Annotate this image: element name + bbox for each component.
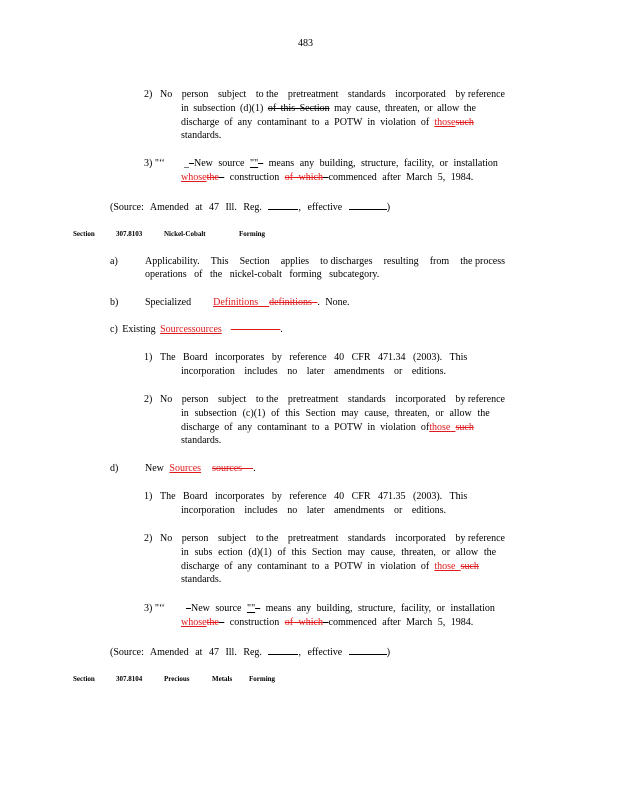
section-number: 307.8104 (116, 675, 143, 683)
list-number: 1) (144, 491, 153, 502)
paragraph-line: No person subject to the pretreatment standards incorporated by reference (160, 533, 505, 544)
section-title: Nickel-Cobalt (164, 230, 206, 238)
paragraph-line: The Board incorporates by reference 40 CFR 471.34 (2003). This (160, 352, 468, 363)
section-title: Forming (239, 230, 266, 238)
blank-field (349, 199, 387, 210)
deleted-text: such (455, 422, 474, 433)
section-title: Forming (249, 675, 276, 683)
deleted-text: sources (212, 463, 243, 474)
paragraph-line: New Sources sources . (145, 463, 256, 474)
inserted-text: those (434, 561, 456, 572)
deleted-text: – (189, 158, 194, 169)
paragraph-line: standards. (181, 435, 222, 446)
blank-field (349, 644, 387, 655)
inserted-text: Sourcessources (160, 324, 222, 335)
paragraph-line: c) Existing Sourcessources . (110, 324, 283, 335)
paragraph-line: discharge of any contaminant to a POTW in violation ofthose such (181, 422, 474, 433)
list-label: b) (110, 297, 119, 308)
paragraph-line: in subs ection (d)(1) of this Section may cause, threaten, or allow the (181, 547, 497, 558)
list-number: 2) (144, 89, 153, 100)
list-number: 3) "‘‘ (144, 603, 165, 614)
section-word: Section (73, 230, 95, 238)
blank-field (268, 644, 298, 655)
deleted-text: definitions (269, 297, 312, 308)
paragraph-line: Specialized Definitions definitions . None. (145, 297, 350, 308)
list-label: d) (110, 463, 119, 474)
deleted-text: of which (284, 617, 323, 628)
list-number: 2) (144, 394, 153, 405)
paragraph-line: whosethe construction of which commenced after March 5, 1984. (181, 172, 474, 183)
inserted-text: Definitions (213, 297, 259, 308)
inserted-text: those (429, 422, 451, 433)
source-note: (Source: Amended at 47 Ill. Reg. , effective ) (110, 199, 390, 215)
deleted-text: the (206, 617, 219, 628)
section-title: Metals (212, 675, 233, 683)
paragraph-line: in subsection (c)(1) of this Section may cause, threaten, or allow the (181, 408, 490, 419)
list-number: 3) "‘‘ (144, 158, 165, 169)
section-number: 307.8103 (116, 230, 143, 238)
paragraph-line: in subsection (d)(1) of this Section may cause, threaten, or allow the (181, 103, 476, 114)
paragraph-line: discharge of any contaminant to a POTW in violation of those such (181, 561, 479, 572)
paragraph-line: No person subject to the pretreatment standards incorporated by reference (160, 394, 505, 405)
list-number: 2) (144, 533, 153, 544)
section-word: Section (73, 675, 95, 683)
list-label: a) (110, 256, 118, 267)
paragraph-line: No person subject to the pretreatment standards incorporated by reference (160, 89, 505, 100)
deleted-text: such (455, 117, 474, 128)
deleted-text: such (460, 561, 479, 572)
paragraph-line: incorporation includes no later amendments or editions. (181, 366, 446, 377)
inserted-text: whose (181, 617, 207, 628)
paragraph-line: operations of the nickel-cobalt forming subcategory. (145, 269, 380, 280)
deleted-text: of this Section (267, 103, 330, 114)
blank-field (268, 199, 298, 210)
paragraph-line: –New source ""– means any building, structure, facility, or installation (186, 603, 495, 614)
paragraph-line: discharge of any contaminant to a POTW in violation of thosesuch (181, 117, 474, 128)
page-number: 483 (298, 38, 313, 49)
paragraph-line: whosethe construction of which commenced after March 5, 1984. (181, 617, 474, 628)
paragraph-line: standards. (181, 574, 222, 585)
section-title: Precious (164, 675, 190, 683)
list-number: 1) (144, 352, 153, 363)
deleted-text: the (206, 172, 219, 183)
paragraph-line: _–New source ""– means any building, structure, facility, or installation (184, 158, 498, 169)
inserted-text: Sources (169, 463, 202, 474)
paragraph-line: Applicability. This Section applies to discharges resulting from the process (145, 256, 505, 267)
paragraph-line: incorporation includes no later amendments or editions. (181, 505, 446, 516)
paragraph-line: standards. (181, 130, 222, 141)
inserted-text: whose (181, 172, 207, 183)
deleted-text: – (186, 603, 191, 614)
inserted-text: those (434, 117, 456, 128)
source-note: (Source: Amended at 47 Ill. Reg. , effective ) (110, 644, 390, 660)
paragraph-line: The Board incorporates by reference 40 CFR 471.35 (2003). This (160, 491, 468, 502)
deleted-text: of which (284, 172, 323, 183)
